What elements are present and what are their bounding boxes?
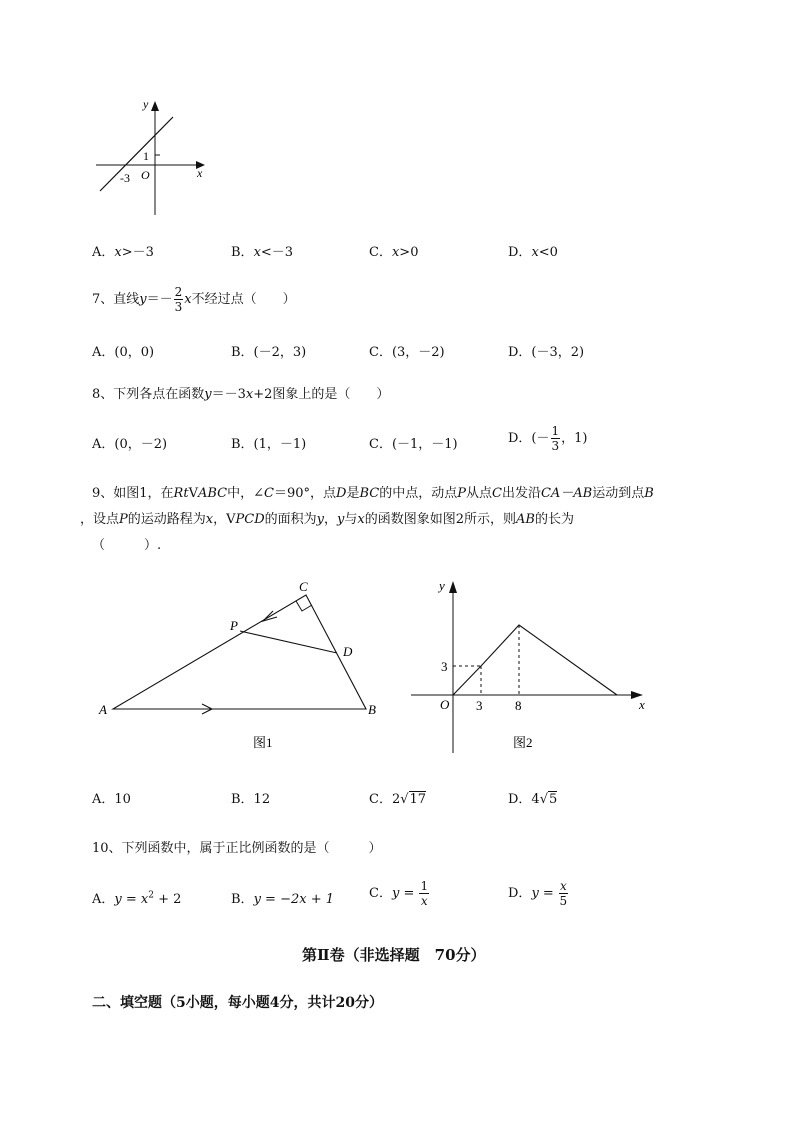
- section-subtitle: 二、填空题（5小题，每小题4分，共计20分）: [92, 995, 383, 1011]
- q7-x: x: [184, 292, 192, 307]
- q9-d-radicand: 5: [549, 792, 558, 807]
- q10-d-fraction: $\frac{x}{5}$: [559, 879, 568, 908]
- section-title: 第Ⅱ卷（非选择题 70分）: [302, 946, 486, 964]
- q8-question: [92, 383, 389, 402]
- q8-prefix: 8、下列各点在函数: [92, 387, 205, 402]
- q6-d-var: x: [531, 245, 539, 260]
- q9-line-1: 9、如图1，在RtVABC中，∠C＝90°，点D是BC的中点，动点P从点C出发沿CA－AB运动到点B: [92, 486, 654, 501]
- q6-a-var: x: [114, 245, 122, 260]
- graph1-x-label: x: [197, 166, 203, 180]
- q6-line-graph: [90, 95, 220, 220]
- q6-a-label: A．: [92, 245, 115, 260]
- q7-suffix: 不经过点（ ）: [191, 292, 296, 307]
- q9-c-radicand: 17: [409, 792, 427, 807]
- q6-d-rest: <0: [538, 245, 558, 260]
- q8-option-a[interactable]: A．(0，－2): [92, 437, 168, 452]
- q9-option-b[interactable]: B．12: [231, 792, 271, 807]
- q6-a-rest: >－3: [121, 245, 154, 260]
- q6-option-b[interactable]: [231, 241, 293, 260]
- q9-line-2: ，设点P的运动路程为x，VPCD的面积为y，y与x的函数图象如图2所示，则AB的长为: [80, 512, 575, 527]
- q8-d-post: ，1): [561, 431, 588, 446]
- q8-d-pre: D．(－: [508, 431, 550, 446]
- q7-fraction: [174, 286, 184, 313]
- q7-question: [92, 286, 296, 314]
- q8-x: x: [245, 387, 254, 402]
- q6-c-rest: >0: [399, 245, 419, 260]
- q7-option-a[interactable]: A．(0，0): [92, 345, 155, 360]
- q8-option-b[interactable]: B．(1，－1): [231, 437, 307, 452]
- q7-denominator: 3: [174, 300, 183, 314]
- q10-option-a[interactable]: A．$y = x^2 + 2$: [92, 890, 182, 907]
- q6-option-c[interactable]: [369, 241, 418, 260]
- fig2-caption: 图2: [513, 735, 533, 750]
- fig2-tick-3y: 3: [441, 659, 448, 674]
- q6-c-var: x: [391, 245, 400, 260]
- fig2-graph-line: [453, 625, 617, 695]
- q7-prefix: 7、直线: [92, 292, 140, 307]
- q9-line-3: （ ）.: [92, 538, 162, 553]
- q6-option-d[interactable]: [508, 241, 558, 260]
- sqrt-icon: √: [400, 792, 409, 807]
- q8-option-c[interactable]: C．(－1，－1): [369, 437, 458, 452]
- q9-c-pre: C．2: [369, 792, 401, 807]
- q9-option-c[interactable]: [369, 788, 426, 807]
- graph1-line: [100, 117, 173, 191]
- q10-c-fraction: $\frac{1}{x}$: [420, 879, 429, 908]
- fig1-label-d: D: [343, 644, 353, 659]
- q7-y: y: [139, 292, 147, 307]
- fig1-label-c: C: [299, 579, 308, 594]
- q8-d-denominator: 3: [551, 439, 560, 453]
- q9-figure-1: [95, 575, 385, 755]
- graph1-y-label: y: [143, 97, 149, 111]
- q7-option-c[interactable]: C．(3，－2): [369, 345, 445, 360]
- graph1-minus3-label: -3: [120, 171, 130, 185]
- fig1-label-b: B: [368, 702, 376, 717]
- q8-mid: ＝－3: [211, 387, 246, 402]
- q9-figure-2: [405, 573, 660, 755]
- q8-y: y: [204, 387, 212, 402]
- q8-d-fraction: [551, 425, 561, 452]
- graph1-origin-label: O: [141, 168, 150, 182]
- fig1-segment-pd: [240, 631, 337, 653]
- fig2-origin-label: O: [440, 697, 450, 712]
- q10-question: 10、下列函数中，属于正比例函数的是（ ）: [92, 841, 382, 856]
- graph1-y-arrow: [151, 101, 159, 111]
- q8-d-numerator: 1: [551, 424, 560, 438]
- q6-b-rest: <－3: [260, 245, 294, 260]
- q6-b-label: B．: [231, 245, 254, 260]
- q7-eq: ＝－: [146, 292, 173, 307]
- q7-option-d[interactable]: D．(－3，2): [508, 345, 585, 360]
- fig2-tick-3x: 3: [476, 698, 483, 713]
- fig1-triangle: [113, 595, 366, 709]
- q7-numerator: 2: [174, 285, 183, 299]
- sqrt-icon: √: [539, 792, 548, 807]
- q8-suffix: +2图象上的是（ ）: [253, 387, 390, 402]
- fig2-x-label: x: [639, 697, 645, 712]
- graph1-one-label: 1: [143, 149, 149, 163]
- fig1-label-a: A: [99, 702, 107, 717]
- q9-d-pre: D．4: [508, 792, 540, 807]
- q10-option-c[interactable]: C．y = $\frac{1}{x}$: [369, 879, 429, 908]
- fig2-y-arrow: [449, 581, 457, 593]
- q6-option-a[interactable]: [92, 241, 154, 260]
- q9-option-d[interactable]: [508, 788, 557, 807]
- q6-b-var: x: [253, 245, 261, 260]
- fig2-y-label: y: [439, 578, 445, 593]
- q6-c-label: C．: [369, 245, 392, 260]
- q7-option-b[interactable]: B．(－2，3): [231, 345, 307, 360]
- fig1-caption: 图1: [253, 735, 273, 750]
- fig1-label-p: P: [230, 618, 238, 633]
- q10-option-d[interactable]: D．y = $\frac{x}{5}$: [508, 879, 568, 908]
- q6-d-label: D．: [508, 245, 532, 260]
- q9-option-a[interactable]: A．10: [92, 792, 131, 807]
- q10-option-b[interactable]: B．y = −2x + 1: [231, 892, 335, 907]
- q8-option-d[interactable]: [508, 424, 587, 454]
- fig2-tick-8: 8: [515, 698, 522, 713]
